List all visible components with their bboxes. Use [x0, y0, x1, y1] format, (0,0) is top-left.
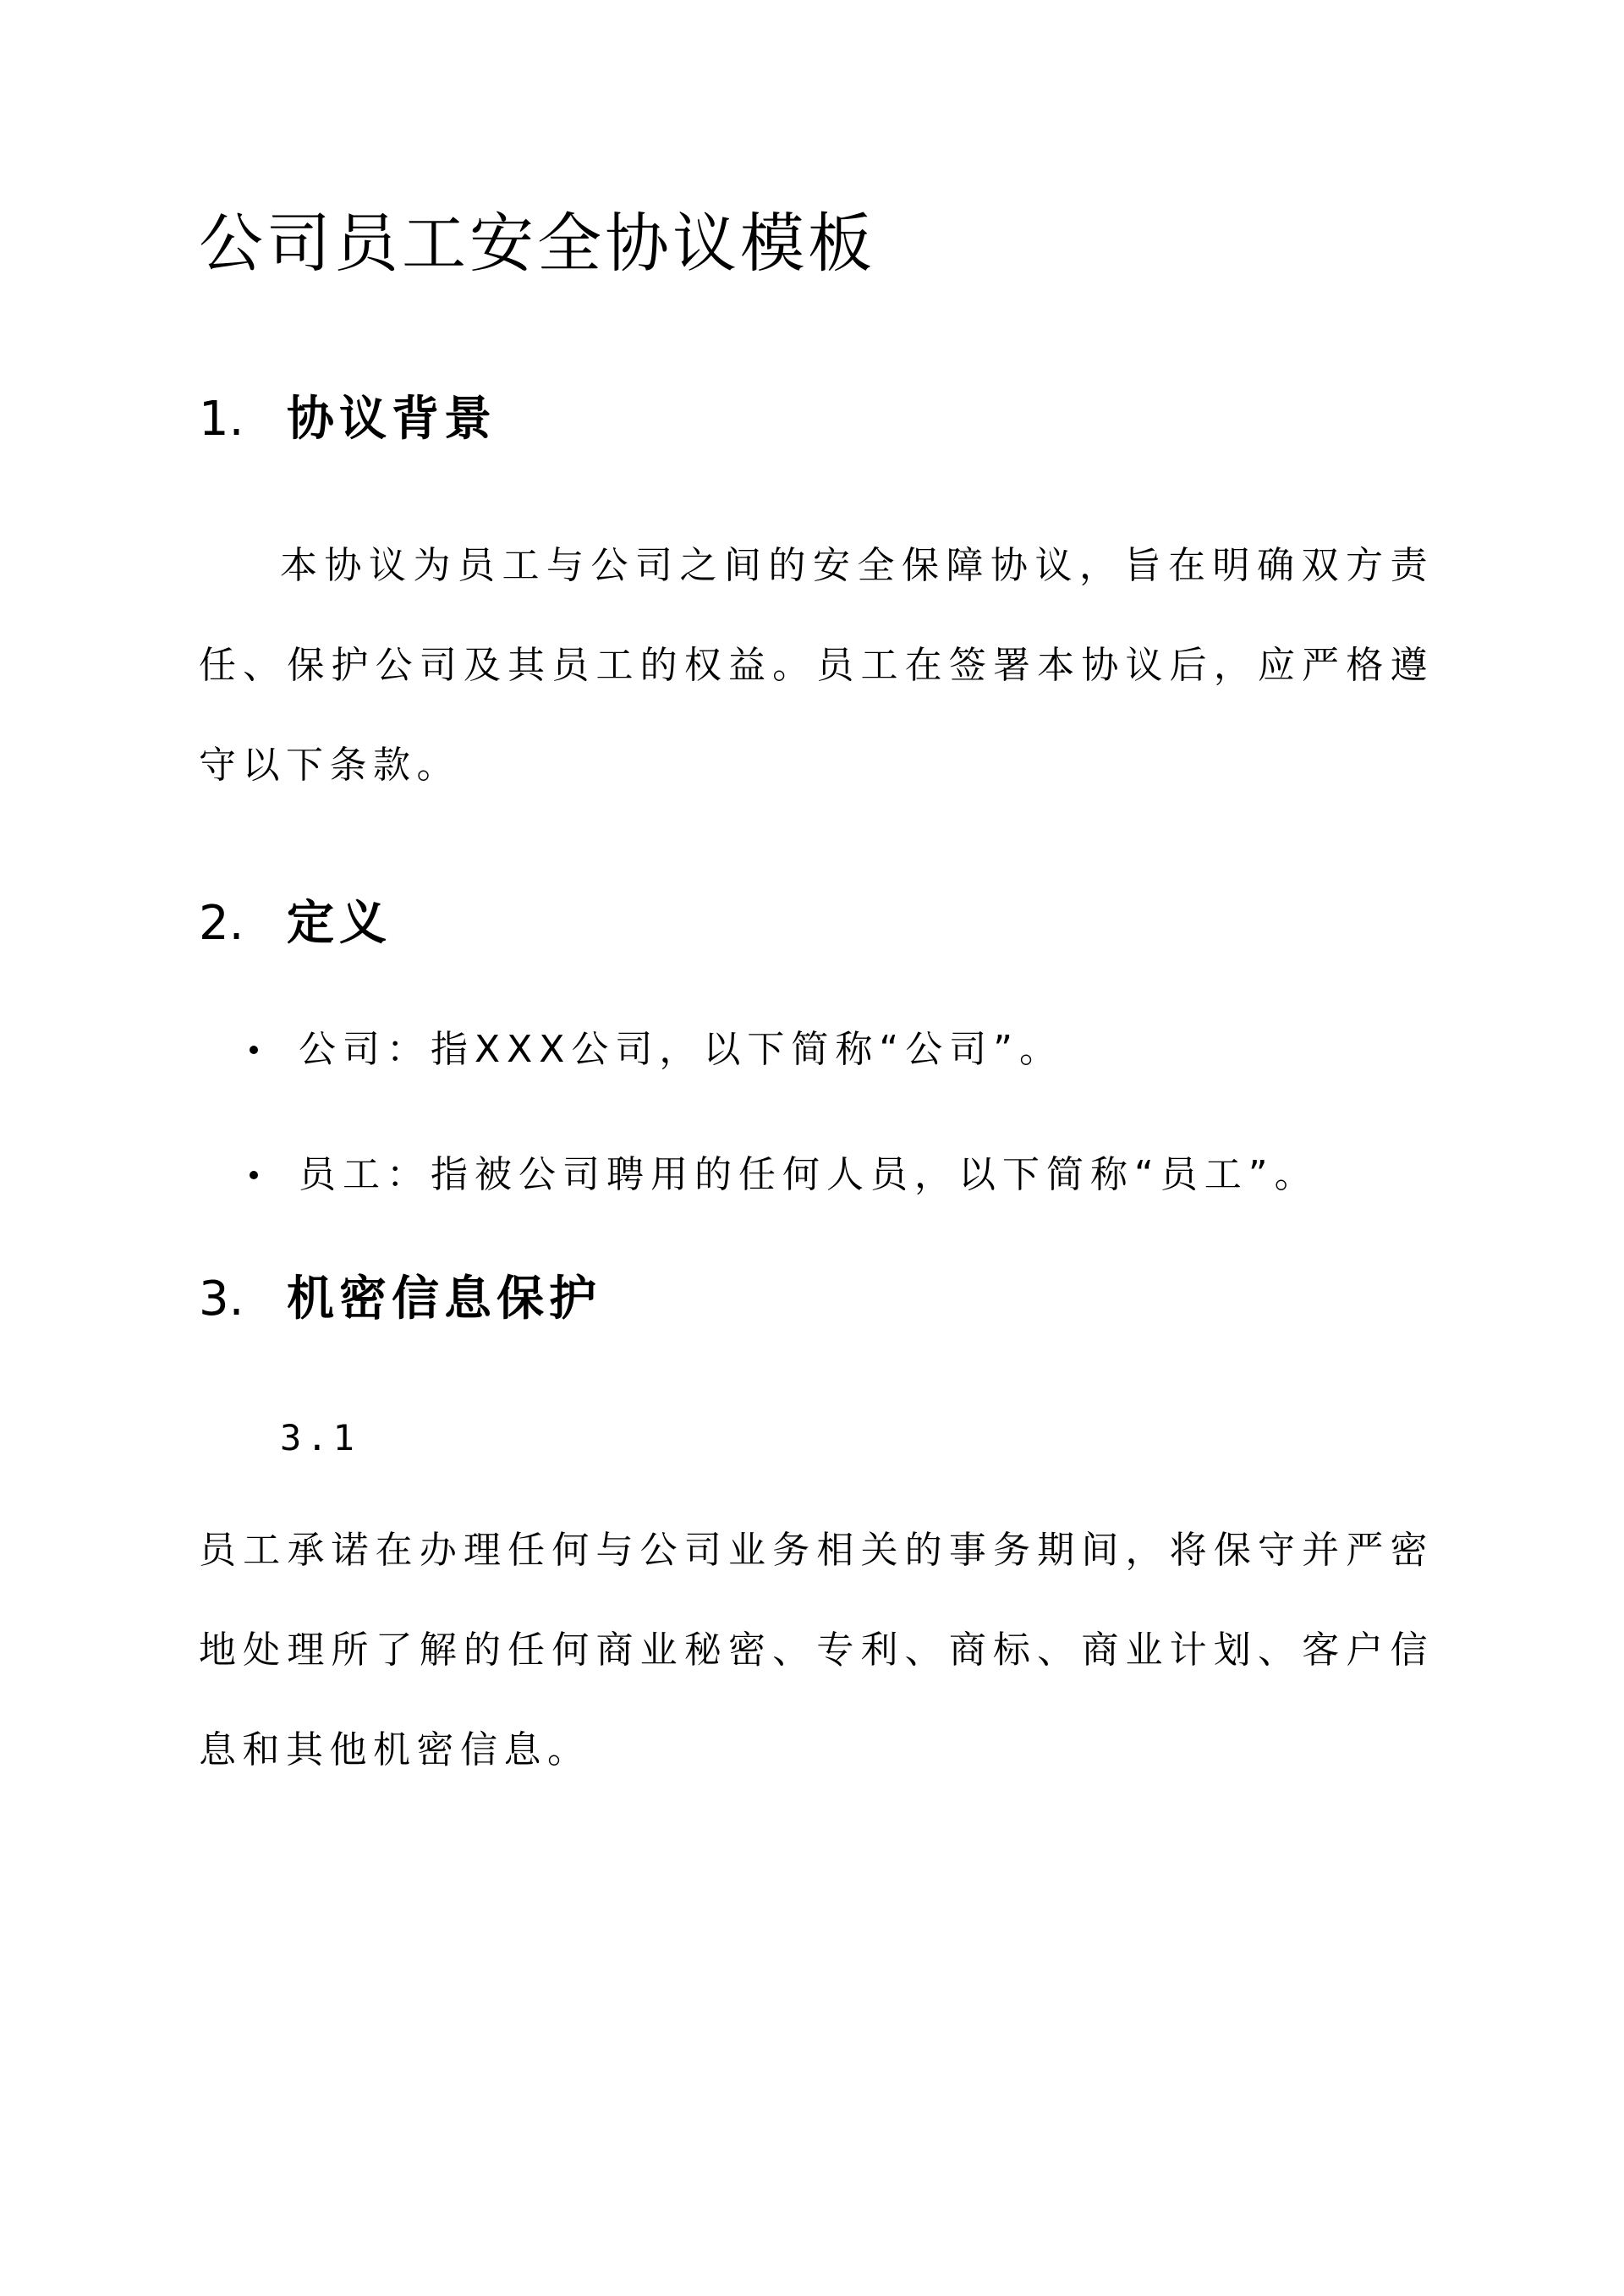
section-title: 定义 — [287, 896, 392, 951]
section-heading — [199, 890, 1434, 958]
section-number: 3. — [199, 1272, 244, 1327]
document-body — [199, 196, 1434, 1800]
section-number: 1. — [199, 392, 244, 447]
section-heading — [199, 386, 1434, 453]
section-title: 机密信息保护 — [287, 1272, 601, 1327]
bullet-icon — [250, 1171, 258, 1179]
list-item — [199, 1024, 1434, 1076]
list-item — [199, 1149, 1434, 1201]
section-number: 2. — [199, 896, 244, 951]
subsection-number: 3.1 — [280, 1417, 359, 1458]
list-item-text: 公司：指XXX公司，以下简称“公司”。 — [299, 1028, 1064, 1071]
list-item-text: 员工：指被公司聘用的任何人员，以下简称“员工”。 — [299, 1153, 1319, 1196]
section-paragraph: 员工承诺在办理任何与公司业务相关的事务期间，将保守并严密地处理所了解的任何商业秘密、专利、商标、商业计划、客户信息和其他机密信息。 — [199, 1529, 1434, 1771]
bullet-icon — [250, 1046, 258, 1054]
definition-list — [199, 1024, 1434, 1201]
section-paragraph: 本协议为员工与公司之间的安全保障协议，旨在明确双方责任、保护公司及其员工的权益。员工在签署本协议后，应严格遵守以下条款。 — [199, 544, 1434, 787]
section-heading — [199, 1266, 1434, 1333]
document-title: 公司员工安全协议模板 — [199, 206, 875, 281]
section-title: 协议背景 — [287, 392, 497, 447]
